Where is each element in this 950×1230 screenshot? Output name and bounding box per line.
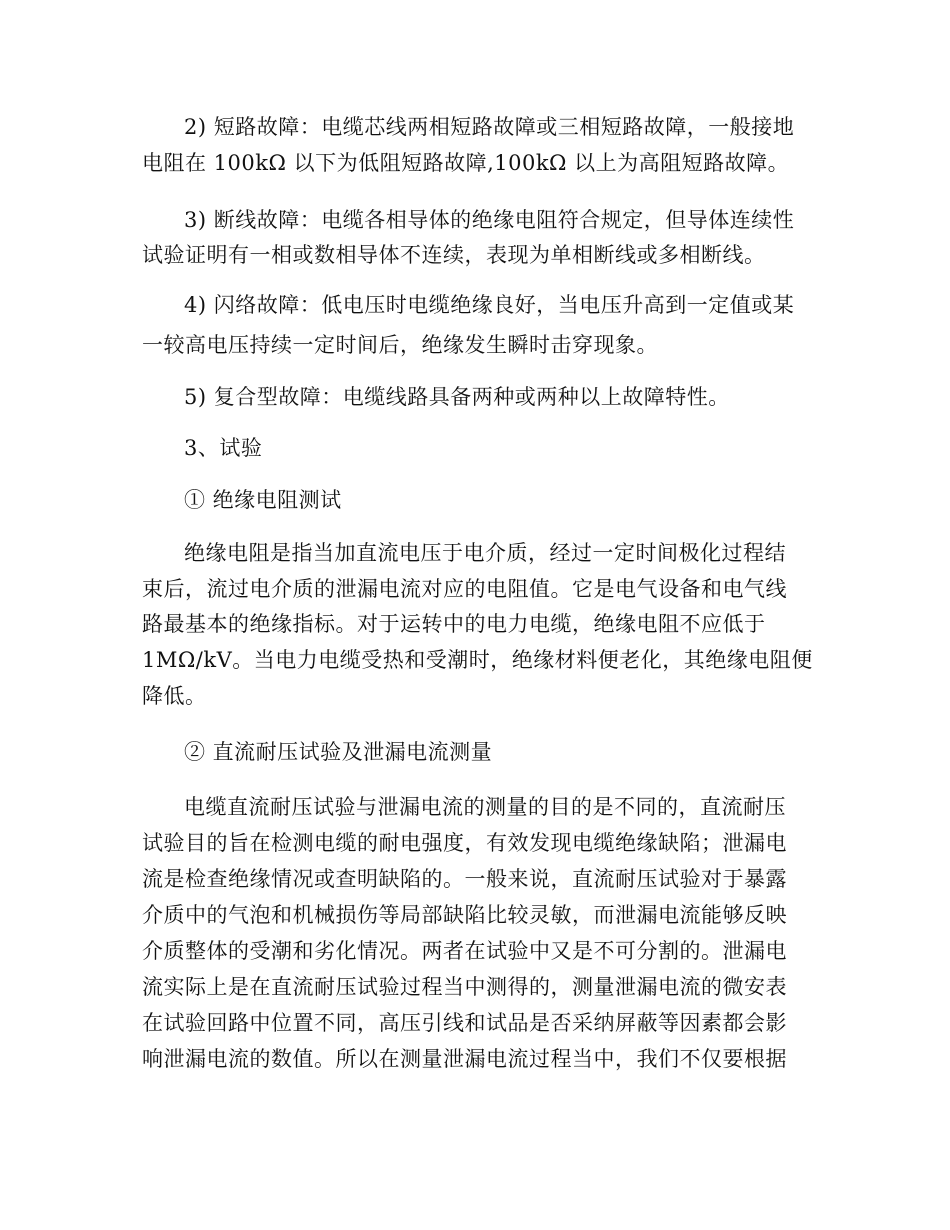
- text-line: 路最基本的绝缘指标。对于运转中的电力电缆，绝缘电阻不应低于: [142, 612, 766, 636]
- text-line: 在试验回路中位置不同，高压引线和试品是否采纳屏蔽等因素都会影: [142, 1011, 787, 1035]
- text-line: 介质中的气泡和机械损伤等局部缺陷比较灵敏，而泄漏电流能够反映: [142, 903, 787, 927]
- section-heading: 3、试验: [184, 436, 263, 460]
- text-line: 束后，流过电介质的泄漏电流对应的电阻值。它是电气设备和电气线: [142, 577, 787, 601]
- text-line: 4) 闪络故障：低电压时电缆绝缘良好，当电压升高到一定值或某: [184, 293, 795, 317]
- subsection-heading: ① 绝缘电阻测试: [184, 488, 342, 512]
- text-line: 响泄漏电流的数值。所以在测量泄漏电流过程当中，我们不仅要根据: [142, 1047, 787, 1071]
- text-line: 试验目的旨在检测电缆的耐电强度，有效发现电缆绝缘缺陷；泄漏电: [142, 831, 787, 855]
- text-line: 电缆直流耐压试验与泄漏电流的测量的目的是不同的，直流耐压: [184, 795, 786, 819]
- text-line: 3) 断线故障：电缆各相导体的绝缘电阻符合规定，但导体连续性: [184, 208, 795, 232]
- text-line: 降低。: [142, 684, 207, 708]
- text-line: 试验证明有一相或数相导体不连续，表现为单相断线或多相断线。: [142, 243, 766, 267]
- text-line: 1MΩ/kV。当电力电缆受热和受潮时，绝缘材料便老化，其绝缘电阻便: [142, 648, 813, 672]
- text-line: 2) 短路故障：电缆芯线两相短路故障或三相短路故障，一般接地: [184, 115, 795, 139]
- text-line: 一较高电压持续一定时间后，绝缘发生瞬时击穿现象。: [142, 333, 658, 357]
- text-line: 流实际上是在直流耐压试验过程当中测得的，测量泄漏电流的微安表: [142, 975, 787, 999]
- text-line: 5) 复合型故障：电缆线路具备两种或两种以上故障特性。: [184, 385, 730, 409]
- text-line: 介质整体的受潮和劣化情况。两者在试验中又是不可分割的。泄漏电: [142, 939, 787, 963]
- text-line: 绝缘电阻是指当加直流电压于电介质，经过一定时间极化过程结: [184, 541, 786, 565]
- text-line: 电阻在 100kΩ 以下为低阻短路故障,100kΩ 以上为高阻短路故障。: [142, 151, 790, 175]
- text-line: 流是检查绝缘情况或查明缺陷的。一般来说，直流耐压试验对于暴露: [142, 867, 787, 891]
- subsection-heading: ② 直流耐压试验及泄漏电流测量: [184, 740, 493, 764]
